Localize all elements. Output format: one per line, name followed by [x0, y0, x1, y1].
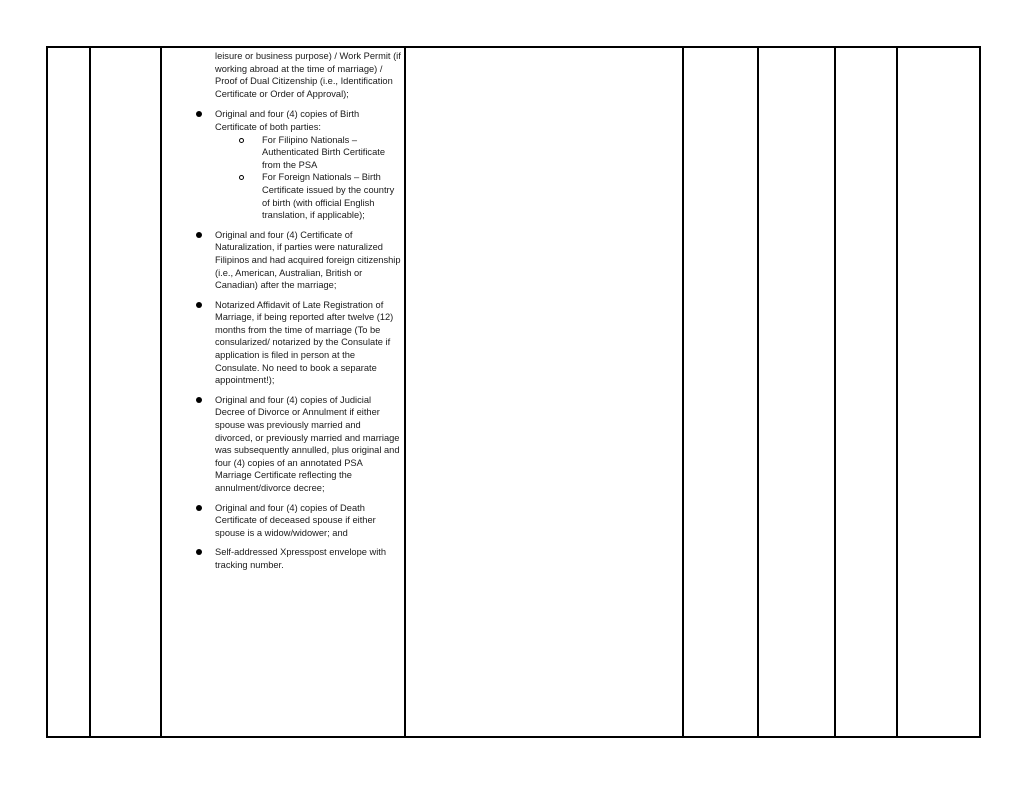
requirement-item: [163, 502, 401, 540]
requirement-subitem: [215, 134, 401, 172]
column-divider-2: [160, 48, 162, 736]
hollow-bullet-icon: [239, 175, 244, 180]
requirement-item: [163, 299, 401, 387]
bullet-icon: [196, 232, 202, 238]
requirement-text: Original and four (4) copies of Birth Certificate of both parties:: [215, 109, 360, 132]
requirement-text: Original and four (4) Certificate of Naturalization, if parties were naturalized Filipinos and had acquired foreign citizenship (i.e., American, Australian, British or Canadian) after the marriage;: [215, 229, 401, 291]
requirement-text: Self-addressed Xpresspost envelope with tracking number.: [215, 547, 387, 570]
bullet-icon: [196, 111, 202, 117]
column-divider-4: [682, 48, 684, 736]
column-divider-6: [834, 48, 836, 736]
requirement-item: [163, 108, 401, 221]
requirement-continuation: leisure or business purpose) / Work Permit (if working abroad at the time of marriage) / Proof of Dual Citizenship (i.e., Identification Certificate or Order of Approval);: [215, 51, 401, 99]
requirement-text: Original and four (4) copies of Judicial Decree of Divorce or Annulment if either spouse was previously married and divorced, or previously married and marriage was subsequently annulled, plus original and four (4) copies of an annotated PSA Marriage Certificate reflecting the annulment/divorce decree;: [215, 394, 400, 493]
requirement-sublist: [215, 134, 401, 222]
requirement-item: [163, 394, 401, 495]
requirements-table: [46, 46, 981, 738]
column-divider-7: [896, 48, 898, 736]
requirements-cell: [163, 50, 401, 579]
requirement-item: [163, 546, 401, 571]
requirement-text: Notarized Affidavit of Late Registration of Marriage, if being reported after twelve (12) months from the time of marriage (To be consularized/ notarized by the Consulate if application is filed in person at the Consulate. No need to book a separate appointment!);: [215, 299, 394, 386]
column-divider-5: [757, 48, 759, 736]
column-divider-3: [404, 48, 406, 736]
requirement-text: Original and four (4) copies of Death Certificate of deceased spouse if either spouse is a widow/widower; and: [215, 502, 376, 538]
bullet-icon: [196, 397, 202, 403]
requirement-subitem: [215, 171, 401, 221]
column-divider-1: [89, 48, 91, 736]
requirements-list: [163, 108, 401, 571]
requirement-subtext: For Foreign Nationals – Birth Certificate issued by the country of birth (with official English translation, if applicable);: [262, 172, 395, 221]
hollow-bullet-icon: [239, 138, 244, 143]
bullet-icon: [196, 302, 202, 308]
bullet-icon: [196, 505, 202, 511]
requirement-subtext: For Filipino Nationals – Authenticated Birth Certificate from the PSA: [262, 134, 385, 170]
requirement-item: [163, 229, 401, 292]
bullet-icon: [196, 549, 202, 555]
